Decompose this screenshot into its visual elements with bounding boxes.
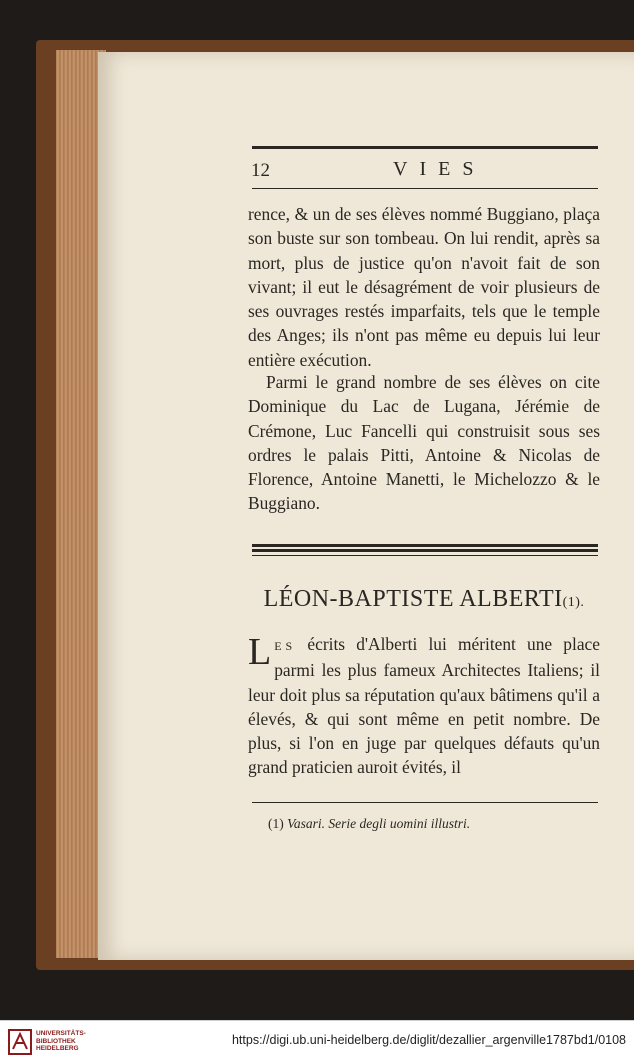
section-rule-middle — [252, 549, 598, 552]
header-rule-bottom — [252, 188, 598, 189]
section-title-text: LÉON-BAPTISTE ALBERTI — [263, 586, 563, 612]
viewer-footer — [0, 1020, 634, 1063]
drop-cap: L — [248, 631, 272, 673]
library-logo-text[interactable]: UNIVERSITÄTS- BIBLIOTHEK HEIDELBERG — [36, 1030, 86, 1052]
running-header — [248, 158, 600, 184]
running-title: VIES — [393, 158, 486, 180]
section-rule-top — [252, 544, 598, 547]
section-title — [248, 586, 600, 613]
paragraph-2: Parmi le grand nombre de ses élèves on cite Dominique du Lac de Lugana, Jérémie de Crémone, Luc Fancelli qui construisit sous ses ordres le palais Pitti, Antoine & Nicolas de Florence, Antoine Manetti, le Michelozzo & le Buggiano. — [248, 372, 600, 514]
paragraph-3 — [248, 632, 600, 780]
footnote-mark: (1) — [268, 816, 284, 831]
permalink-url[interactable]: https://digi.ub.uni-heidelberg.de/diglit/dezallier_argenville1787bd1/0108 — [231, 1033, 626, 1047]
paragraph-1: rence, & un de ses élèves nommé Buggiano, plaça son buste sur son tombeau. On lui rendit, après sa mort, plus de justice qu'on n'avoit fait de son vivant; il eut le désagrément de voir plusieurs de ses ouvrages restés imparfaits, tels que le temple des Anges; ils n'ont pas même eu depuis lui leur entière exécution. — [248, 204, 600, 370]
footnote-text: Vasari. Serie degli uomini illustri. — [287, 816, 471, 831]
header-rule-top — [252, 146, 598, 149]
footnote — [268, 816, 598, 832]
smallcaps-word: ES — [274, 639, 297, 653]
section-note-mark: (1). — [562, 595, 585, 610]
library-logo-icon[interactable] — [8, 1029, 32, 1055]
footnote-rule — [252, 802, 598, 803]
section-rule-bottom — [252, 555, 598, 556]
page-number: 12 — [251, 160, 270, 181]
paragraph-3-text: écrits d'Alberti lui méritent une place parmi les plus fameux Architectes Italiens; il leur doit plus sa réputation qu'aux bâtimens qu'il a élevés, & qui sont même en petit nombre. De plus, si l'on en juge par quelques défauts qu'un grand praticien auroit évités, il — [248, 634, 600, 778]
